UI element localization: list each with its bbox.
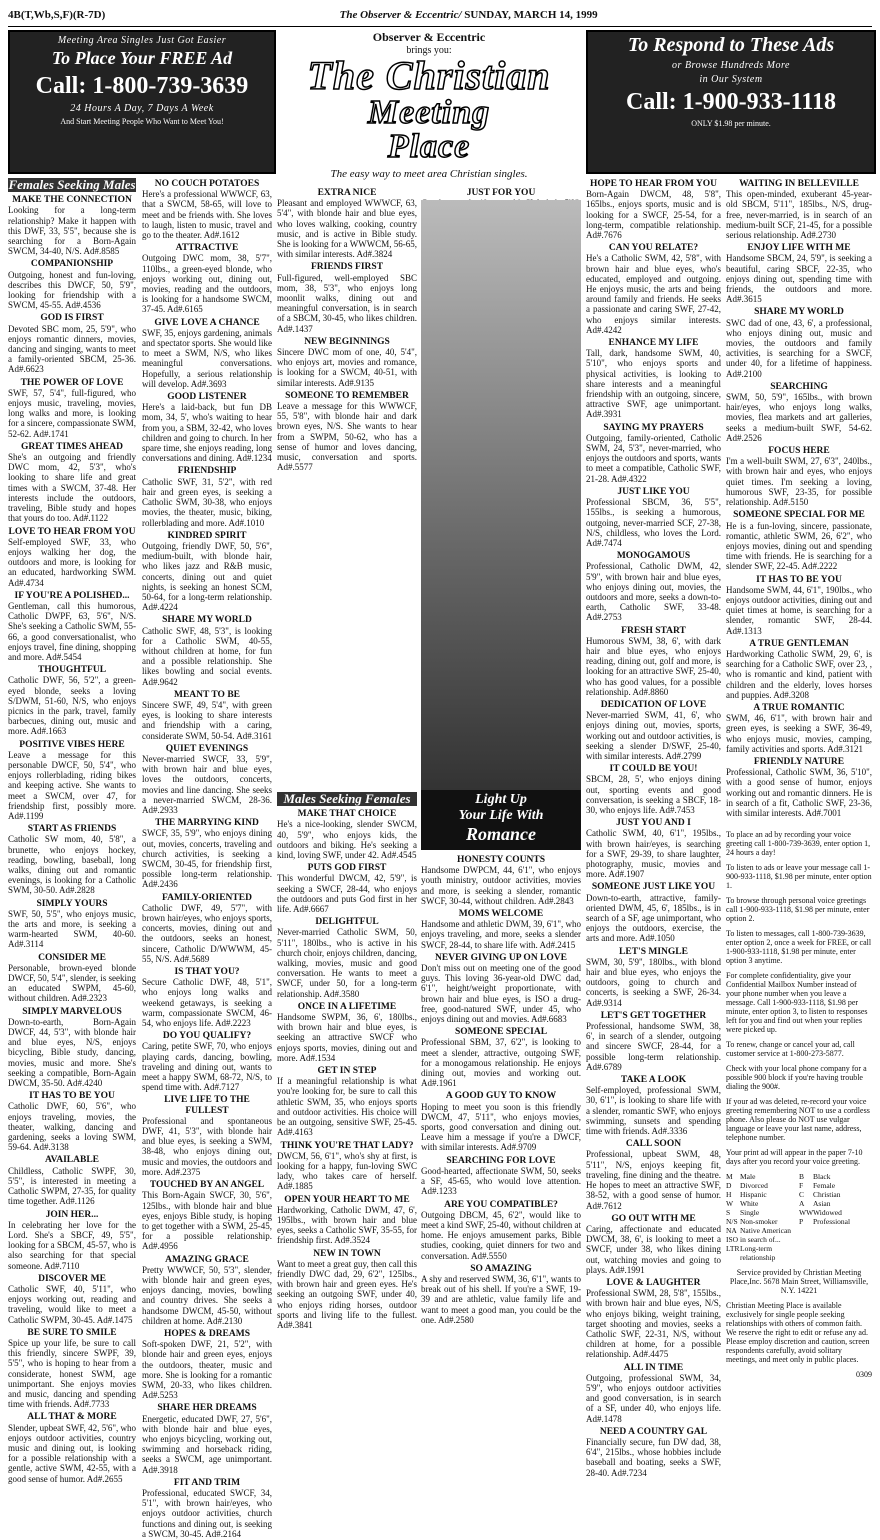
ad-heading: SOMEONE SPECIAL FOR ME [733,510,865,521]
ad-text: DWCM, 56, 6'1", who's shy at first, is looking for a happy, fun-loving SWC lady, who takes care of herself. Ad#.1885 [277,1150,417,1192]
legend-cell [813,1244,872,1262]
legend-cell: W [726,1199,734,1208]
ad-text: Handsome SWPM, 36, 6', 180lbs., with brown hair and blue eyes, is seeking an attractive SWCF who enjoys sports, movies, dining out and more. Ad#.1534 [277,1012,417,1063]
ad-text: Catholic SWM, 40, 6'1", 195lbs., with brown hair/eyes, is searching for a SWF, 29-39, to share laughter, photography, music, movies and more. Ad#.1907 [586,828,721,880]
ad-heading: AMAZING GRACE [165,1254,249,1265]
ad-heading: A GOOD GUY TO KNOW [445,1091,557,1102]
ad-text: Outgoing DWC mom, 38, 5'7", 110lbs., a green-eyed blonde, who enjoys working out, dining out, movies, reading and the outdoors, is looking for a handsome SWCM, 37-45. Ad#.6165 [142,253,272,315]
ad-text: Don't miss out on meeting one of the good guys. This loving 36-year-old DWC dad, 6'1", height/weight proportionate, with brown hair and blue eyes, is ISO a drug-free, good-natured SWF, under 45, who enjoys dining out and movies. Ad#.6683 [421,963,581,1025]
paper-date [340,9,598,21]
legend-cell: C [799,1190,805,1199]
ad-heading: ONCE IN A LIFETIME [297,1001,397,1012]
ad-text: Catholic SWF, 48, 5'3", is looking for a Catholic SWM, 40-55, without children at home, for fun and a possible relationship. She likes bowling and social events. Ad#.9642 [142,625,272,687]
legend-cell: NA [726,1226,737,1235]
ad-heading: SOMEONE JUST LIKE YOU [591,882,716,893]
respond-banner [586,30,876,174]
ad-text: SWM, 30, 5'9", 180lbs., with blond hair and blue eyes, who enjoys the outdoors, going to church and concerts, is seeking a SWF, 26-34. Ad#.9314 [586,956,721,1008]
caption-l1: Light Up [475,792,527,807]
paper-name: The Observer & Eccentric/ [339,9,462,21]
legend-cell [799,1244,813,1262]
legend-cell: Asian [813,1199,831,1208]
ad-text: Here's a laid-back, but fun DB mom, 34, 5', who's waiting to hear from you, a SBM, 32-42, who loves children and going to church. In her spare time, she enjoys reading, long conversations and dining. Ad#.1234 [142,402,272,464]
ad-heading: FOCUS HERE [768,446,830,457]
instruction-item: Check with your local phone company for a possible 900 block if you're having trouble dialing the 900#. [726,1064,867,1091]
ad-text: If a meaningful relationship is what you're looking for, be sure to call this athletic SWM, 35, who enjoys sports and outdoor activities. His choice will be an outgoing, sensitive SWF, 25-45. Ad#.4163 [277,1076,417,1138]
ad-text: Caring, petite SWF, 70, who enjoys playing cards, dancing, bowling, traveling and dining out, wants to meet a happy SWM, 68-72, N/S, to spend time with. Ad#.7127 [142,1041,272,1093]
ad-text: Childless, Catholic SWPF, 30, 5'5", is interested in meeting a Catholic SWPM, 27-35, for quality time together. Ad#.1126 [8,1165,136,1207]
ad-heading: JUST LIKE YOU [617,486,690,497]
legend-cell: ISO [726,1235,739,1244]
legend-cell: in search of... [740,1235,781,1244]
legend-cell: Divorced [740,1181,768,1190]
ad-text: She's an outgoing and friendly DWC mom, 42, 5'3", who's looking to share life and great times with a SWCM, 37-48. Her interests include the outdoors, traveling, Bible study and hopes that yours do too. Ad#.1122 [8,452,136,524]
ad-heading: ALL IN TIME [623,1362,684,1373]
ad-heading: GET IN STEP [317,1066,377,1077]
ad-heading: AVAILABLE [44,1155,100,1166]
legend-cell: Professional [813,1217,851,1226]
ad-heading: TOUCHED BY AN ANGEL [149,1180,265,1191]
banner-phone[interactable]: Call: 1-800-739-3639 [35,73,249,99]
ad-heading: SOMEONE TO REMEMBER [285,390,409,401]
ad-heading: NO COUCH POTATOES [154,179,260,189]
legend-cell: Long-term relationship [740,1244,776,1262]
ad-heading: FRIENDSHIP [177,466,237,477]
ad-text: Catholic DWF, 56, 5'2", a green-eyed blonde, seeks a loving S/DWM, 51-60, N/S, who enjoys picnics in the park, travel, family barbecues, dining out, music and more. Ad#.1663 [8,675,136,737]
ad-heading: JOIN HER... [45,1209,99,1220]
ad-text: In celebrating her love for the Lord. She's a SBCF, 49, 5'5", looking for a SBCM, 45-57, who is also searching for that special someone. Ad#.7110 [8,1219,136,1271]
ad-text: Handsome SBCM, 24, 5'9", is seeking a beautiful, caring SBCF, 22-35, who enjoys dining out, spending time with friends, the outdoors and more. Ad#.3615 [726,253,872,305]
ad-heading: SIMPLY MARVELOUS [22,1006,122,1017]
ad-heading: A TRUE ROMANTIC [753,702,845,713]
ad-text: Tall, dark, handsome SWM, 40, 5'10", who enjoys sports and physical activities, is looking to share interests and a meaningful friendship with an outgoing, sincere, attractive SWF, age unimportant. Ad#.3931 [586,348,721,420]
section-females-heading: Females Seeking Males [8,177,136,192]
ad-heading: HONESTY COUNTS [456,855,546,865]
instruction-item: To renew, change or cancel your ad, call customer service at 1-800-273-5877. [726,1040,855,1058]
couple-photo [421,200,581,790]
ad-text: SWCF, 35, 5'9", who enjoys dining out, movies, concerts, traveling and church activities, is seeking a SWCM, 30-45, for friendship first, possible long-term relationship. Ad#.2436 [142,828,272,890]
ad-heading: ATTRACTIVE [175,243,239,254]
ad-heading: SAYING MY PRAYERS [603,422,704,433]
ad-text: I'm a well-built SWM, 27, 6'3", 240lbs., with brown hair and eyes, who enjoys quiet times. I'm seeking a loving, humorous SWF, 23-35, for possible relationship. Ad#.5150 [726,456,872,508]
ad-heading: JUST FOR YOU [466,188,536,198]
ad-text: Leave a message for this WWWCF, 55, 5'8", with blonde hair and dark brown eyes, N/S. She wants to hear from a SWPM, 50-62, who has a sense of humor and loves dancing, music, conversation and sports. Ad#.5577 [277,401,417,473]
ad-heading: START AS FRIENDS [27,824,117,835]
column-4a [421,185,581,198]
ad-text: Catholic SWF, 31, 5'2", with red hair and green eyes, is seeking a Catholic SWM, 30-38, who enjoys movies, the theater, music, biking, rollerblading and more. Ad#.1010 [142,476,272,528]
ad-heading: SHARE MY WORLD [754,307,844,318]
ad-text: He's a nice-looking, slender SWCM, 40, 5'9", who enjoys kids, the outdoors and biking. He's seeking a kind, loving SWF, under 42. Ad#.4545 [277,819,417,861]
ad-heading: COMPANIONSHIP [30,259,114,270]
ad-heading: CALL SOON [625,1139,682,1150]
ad-text: Never-married Catholic SWM, 50, 5'11", 180lbs., who is active in his church choir, enjoys children, dancing, walking, movies, music and good conversation. He wants to meet a SWCF, under 50, for a long-term relationship. Ad#.3580 [277,927,417,999]
ad-text: Energetic, educated DWF, 27, 5'6", with blonde hair and blue eyes, who enjoys bicycling, working out, swimming and horseback riding, seeks a SWCM, age unimportant. Ad#.3918 [142,1413,272,1475]
ad-heading: LOVE & LAUGHTER [606,1277,701,1288]
ad-text: Full-figured, well-employed SBC mom, 38, 5'3", who enjoys long moonlit walks, dining out and meaningful conversation, is in search of a SBCM, 30-45, who likes children. Ad#.1437 [277,272,417,334]
ad-text: Outgoing, honest and fun-loving, describes this DWCF, 50, 5'9", looking for friendship with a SWCM, 45-55. Ad#.4536 [8,269,136,311]
ad-text: Professional, upbeat SWM, 48, 5'11", N/S, enjoys keeping fit, traveling, fine dining and the theatre. He hopes to meet an attractive SWF, 38-52, with a good sense of humor. Ad#.7612 [586,1149,721,1211]
logo-tagline: The easy way to meet area Christian singles. [330,168,528,180]
ad-heading: DEDICATION OF LOVE [600,699,707,710]
ad-heading: FRIENDLY NATURE [753,756,845,767]
legend-cell: Non-smoker [740,1217,778,1226]
legend-cell: LTR [726,1244,740,1253]
christian-meeting-place-logo [277,30,581,180]
ad-text: Professional SBM, 37, 6'2", is looking to meet a slender, attractive, outgoing SWF, for a monogamous relationship. He enjoys dining out, movies and working out. Ad#.1961 [421,1037,581,1089]
ad-text: Sincere SWF, 49, 5'4", with green eyes, is looking to share interests and friendship with a caring, considerate SWM, 50-54. Ad#.3161 [142,699,272,741]
respond-line2: or Browse Hundreds More [672,60,790,71]
legend-cell: A [799,1199,805,1208]
ad-heading: GOD IS FIRST [40,313,104,324]
ad-text: SWC dad of one, 43, 6', a professional, who enjoys dining out, music and movies, the outdoors and family activities, is searching for a SWCF, under 40, for a lifetime of happiness. Ad#.2100 [726,317,872,379]
ad-heading: CAN YOU RELATE? [608,243,699,254]
ad-heading: FAMILY-ORIENTED [162,892,252,903]
ad-text: Financially secure, fun DW dad, 38, 6'4", 215lbs., whose hobbies include baseball and boating, seeks a SWF, 28-40. Ad#.7234 [586,1436,721,1478]
column-2 [142,176,272,1540]
legend-cell: M [726,1172,733,1181]
ad-heading: FRESH START [621,625,686,636]
logo-sub: brings you: [406,45,452,56]
ad-text: Professional, handsome SWM, 38, 6', in search of a slender, outgoing and sincere SWCF, 28-44, for a possible long-term relationship. Ad#.6789 [586,1021,721,1072]
caption-l3: Romance [466,824,536,844]
ad-heading: POSITIVE VIBES HERE [19,739,125,750]
ad-heading: LIVE LIFE TO THE FULLEST [164,1095,250,1116]
ad-text: Good-hearted, affectionate SWM, 50, seeks a SF, 45-65, who would love attention. Ad#.1233 [421,1165,581,1197]
ad-heading: NEVER GIVING UP ON LOVE [435,952,567,963]
ad-heading: ENJOY LIFE WITH ME [747,243,851,254]
logo-name2: Meeting [367,94,491,131]
ad-heading: HOPES & DREAMS [163,1328,251,1339]
ad-text: Handsome DWPCM, 44, 6'1", who enjoys youth ministry, outdoor activities, movies and more, is seeking a slender, romantic SWCF, 30-44, without children. Ad#.2843 [421,865,581,906]
ad-heading: QUIET EVENINGS [165,743,249,754]
respond-line1: To Respond to These Ads [627,34,835,56]
instruction-item: If your ad was deleted, re-record your voice greeting remembering NOT to use a cordless phone. Also please do NOT use vulgar language or leave your last name, address, telephone number. [726,1097,870,1142]
ad-text: Spice up your life, be sure to call this friendly, sincere SWPF, 39, 5'5", who is hoping to hear from a considerate, honest SWM, age unimportant. She enjoys movies and music, dancing and spending time with friends. Ad#.7733 [8,1337,136,1410]
ad-heading: TAKE A LOOK [620,1075,687,1086]
ad-heading: SEARCHING [770,381,828,392]
legend-cell: Female [813,1181,836,1190]
ad-text: Soft-spoken DWF, 21, 5'2", with blonde hair and green eyes, enjoys the outdoors, theater, music and more. She is looking for a romantic SWM, 20-33, who likes children. Ad#.5253 [142,1339,272,1401]
ad-heading: LET'S GET TOGETHER [600,1010,707,1021]
ad-text: Sincere DWC mom of one, 40, 5'4", who enjoys art, movies and romance, is looking for a SWCM, 40-51, with similar interests. Ad#.9135 [277,347,417,388]
ad-heading: IT HAS TO BE YOU [756,574,842,585]
ad-text: Down-to-earth, Born-Again DWCF, 44, 5'3", with blonde hair and blue eyes, N/S, enjoys bicycling, Bible study, dancing, movies, music and more. She's seeking a compatible, Born-Again DWCM, 35-50. Ad#.4240 [8,1016,136,1089]
logo-brand: Observer & Eccentric [372,30,486,44]
ad-text: Down-to-earth, attractive, family-oriented DWM, 45, 6', 185lbs., is in search of a SF, age unimportant, who enjoys the outdoors, exercise, the arts and more. Ad#.1050 [586,892,721,944]
legend-cell: P [799,1217,804,1226]
ad-text: Professional SBCM, 36, 5'5", 155lbs., is seeking a humorous, outgoing, never-married SCF, 27-38, N/S, childless, who loves the Lord. Ad#.7474 [586,497,721,548]
ad-heading: BE SURE TO SMILE [27,1327,117,1338]
ad-text: Catholic DWF, 49, 5'7", with brown hair/eyes, who enjoys sports, concerts, movies, dining out and the outdoors, seeks an honest, sincere, Catholic D/WWWM, 45-55, N/S. Ad#.5689 [142,902,272,964]
ad-text: Secure Catholic DWF, 48, 5'1", who enjoys long walks and weekend getaways, is seeking a warm, compassionate SWCM, 46-54, who enjoys life. Ad#.2223 [142,977,272,1029]
legend-cell: S [726,1208,731,1217]
ad-heading: FIT AND TRIM [173,1477,241,1488]
ad-heading: SEARCHING FOR LOVE [446,1155,556,1166]
legend-cell: Single [740,1208,760,1217]
ad-text: Self-employed SWF, 33, who enjoys walking her dog, the outdoors and more, is looking for an educated, hardworking SWM. Ad#.4734 [8,536,136,588]
column-1 [8,176,136,1485]
abbreviation-legend [726,1172,872,1262]
ad-text: Outgoing, friendly DWF, 50, 5'6", medium-built, with blonde hair, who likes jazz and R&B music, concerts, dining out and quiet nights, is seeking an honest SCM, 50-64, for a long-term relationship. Ad#.4224 [142,540,272,613]
ad-text: Handsome and athletic DWM, 39, 6'1", who enjoys traveling, and more, seeks a slender SWCF, 28-44, to share life with. Ad#.2415 [421,919,582,950]
ad-text: Here's a professional WWWCF, 63, that a SWCM, 58-65, will love to meet and be friends with. She loves to laugh, listen to music, travel and go to the theater. Ad#.1612 [142,189,272,241]
ad-text: Gentleman, call this humorous, Catholic DWPF, 63, 5'6", N/S. She's seeking a Catholic SWM, 55-66, a good conversationalist, who enjoys travel, fine dining, shopping and more. Ad#.5454 [8,600,136,662]
ad-heading: SHARE MY WORLD [162,615,252,626]
instruction-item: To browse through personal voice greetings call 1-900-933-1118, $1.98 per minute, enter option 2. [726,896,870,923]
ad-text: Leave a message for this personable DWCF, 50, 5'4", who enjoys rollerblading, riding bikes and keeping active. She wants to meet a SWCM, over 47, for friendship first, possibly more. Ad#.1199 [8,749,136,821]
ad-heading: IT HAS TO BE YOU [29,1091,115,1102]
ad-heading: WAITING IN BELLEVILLE [739,179,859,189]
ad-heading: LET'S MINGLE [619,946,688,957]
ad-heading: ENHANCE MY LIFE [608,338,699,349]
ad-text: SWM, 50, 5'9", 165lbs., with brown hair/eyes, who enjoys long walks, movies, flea markets and art galleries, seeks a medium-built SWF, 54-62. Ad#.2526 [726,392,872,443]
issue-date: SUNDAY, MARCH 14, 1999 [464,9,598,21]
ad-heading: PUTS GOD FIRST [307,863,387,874]
ad-heading: IS THAT YOU? [174,967,240,978]
legend-cell: Hispanic [740,1190,767,1199]
column-6 [726,176,872,826]
ad-text: Humorous SWM, 38, 6', with dark hair and blue eyes, who enjoys reading, dining out, golf and more, is looking for an attractive SWF, 25-40, who has good values, for a possible relationship. Ad#.8860 [586,635,721,697]
legend-cell: Native American [740,1226,792,1235]
service-provider: Service provided by Christian Meeting Place,Inc. 5678 Main Street, Williamsville, N.Y. 14221 [729,1268,869,1295]
legend-cell: D [726,1181,732,1190]
column-5 [586,176,721,1478]
ad-text: Handsome SWM, 44, 6'1", 190lbs., who enjoys outdoor activities, dining out and quiet times at home, is searching for a slender, romantic SWF, 28-44. Ad#.1313 [726,584,872,636]
ad-text: Caring, affectionate and educated DWCM, 38, 6', is looking to meet a SWCF, under 38, who likes dining out, watching movies and going to plays. Ad#.1991 [586,1223,721,1275]
ad-heading: NEED A COUNTRY GAL [599,1426,708,1437]
ad-heading: MOMS WELCOME [458,909,544,920]
ad-heading: DO YOU QUALIFY? [162,1031,252,1042]
ad-text: Pretty WWWCF, 50, 5'3", slender, with blonde hair and green eyes, enjoys dancing, movies, bowling and country drives. She seeks a handsome DWCM, 45-50, without children at home. Ad#.2130 [142,1264,272,1326]
ad-heading: OPEN YOUR HEART TO ME [284,1194,410,1205]
instruction-item: Your print ad will appear in the paper 7-10 days after you record your voice greeting. [726,1148,863,1166]
ad-heading: SOMEONE SPECIAL [454,1027,548,1038]
logo-name1: The Christian [307,53,551,98]
ad-heading: ARE YOU COMPATIBLE? [444,1199,558,1210]
ad-text: Outgoing, professional SWM, 34, 5'9", who enjoys outdoor activities and good conversation, is in search of a SF, under 40, who enjoys life. Ad#.1478 [586,1372,721,1424]
legend-cell: Christian [813,1190,841,1199]
ad-text: He's a Catholic SWM, 42, 5'8", with brown hair and blue eyes, who's educated, employed and outgoing. He enjoys music, the arts and being around family and friends. He seeks a passionate and caring SWF, 27-42, who enjoys similar interests. Ad#.4242 [586,253,721,335]
ad-heading: SO AMAZING [470,1263,532,1274]
ad-text: Professional and spontaneous DWF, 41, 5'3", with blonde hair and blue eyes, is seeking a SWM, 38-48, who enjoys dining out, music and movies, the outdoors and more. Ad#.2375 [142,1115,272,1177]
ad-text: This Born-Again SWCF, 30, 5'6", 125lbs., with blonde hair and blue eyes, enjoys Bible study, is hoping to get together with a SWM, 25-45, for a possible relationship. Ad#.4956 [142,1190,272,1252]
ad-text: Professional, Catholic SWM, 36, 5'10", with a good sense of humor, enjoys working out and romantic dinners. He is in search of a fit, Catholic SWF, 23-36, with similar interests. Ad#.7001 [726,767,872,818]
ad-heading: KINDRED SPIRIT [167,530,247,541]
legend-cell: N/S [726,1217,738,1226]
ad-text: SWF, 35, enjoys gardening, animals and spectator sports. She would like to meet a SWM, N/S, who likes meaningful conversations. Hopefully, a serious relationship will develop. Ad#.3693 [142,327,273,389]
ad-text: Hardworking Catholic SWM, 29, 6', is searching for a Catholic SWF, over 23, , who is romantic and kind, patient with children and the elderly, loves horses and puppies. Ad#.3208 [726,648,872,700]
ad-text: He is a fun-loving, sincere, passionate, romantic, athletic SWM, 26, 6'2", who enjoys movies, dining out and spending time with friends. He is searching for a slender SWF, 22-45. Ad#.2222 [726,520,872,572]
ad-text: Looking for a long-term relationship? Make it happen with this DWF, 33, 5'5", because she is searching for a Born-Again SWCM, 34-40, N/S. Ad#.8585 [8,205,136,257]
ad-text: Pleasant and employed WWWCF, 63, 5'4", with blonde hair and blue eyes, who loves walking, cooking, country music, and is active in Bible study. She is looking for a WWWCM, 56-65, with similar interests. Ad#.3824 [277,198,417,260]
ad-heading: DELIGHTFUL [315,917,379,928]
ad-heading: GO OUT WITH ME [611,1213,696,1224]
respond-price: ONLY $1.98 per minute. [691,119,771,128]
ad-text: Self-employed, professional SWM, 30, 6'1", is looking to share life with a slender, romantic SWF, who enjoys swimming, sunsets and spending time with friends. Ad#.3336 [586,1085,721,1137]
column-3b [277,790,417,1380]
ad-text: Hardworking, Catholic DWM, 47, 6', 195lbs., with brown hair and blue eyes, seeks a Catholic SWF, 35-55, for friendship first. Ad#.3524 [277,1204,417,1246]
legend-cell [799,1235,813,1244]
legend-cell: H [726,1190,732,1199]
ad-text: Professional, educated SWCF, 34, 5'1", with brown hair/eyes, who enjoys outdoor activities, church functions and dining out, is seeking a SWCM, 30-45. Ad#.2164 [142,1487,272,1539]
ad-text: Professional, Catholic DWM, 42, 5'9", with brown hair and blue eyes, who enjoys dining out, movies, the outdoors and more, seeks a down-to-earth, Catholic SWF, 33-48. Ad#.2753 [586,561,721,623]
banner-line5: And Start Meeting People Who Want to Meet You! [60,117,224,126]
legend-cell: White [740,1199,759,1208]
place-ad-banner [8,30,276,174]
legend-cell: Black [813,1172,831,1181]
ad-text: Outgoing DBCM, 45, 6'2", would like to meet a kind SWF, 25-40, without children at home. He enjoys amusement parks, Bible studies, cooking, quiet dinners for two and conversation. Ad#.5550 [421,1209,582,1261]
photo-caption [421,790,581,850]
ad-heading: MAKE THAT CHOICE [297,809,397,820]
issue-code: 0309 [856,1370,872,1379]
banner-line4: 24 Hours A Day, 7 Days A Week [70,103,214,114]
ad-text: SWF, 57, 5'4", full-figured, who enjoys music, traveling, movies, long walks and more, is looking for a sincere, compassionate SWM, 52-62. Ad#.1741 [8,387,136,439]
ad-heading: CONSIDER ME [38,952,106,963]
ad-text: This wonderful DWCM, 42, 5'9", is seeking a SWCF, 28-44, who enjoys the outdoors and puts God first in her life. Ad#.6667 [277,873,417,915]
ad-text: Want to meet a great guy, then call this friendly DWC dad, 29, 6'2", 125lbs., with brown hair and green eyes. He's seeking an outgoing SWF, under 40, who enjoys riding horses, outdoor sports and living life to the fullest. Ad#.3841 [277,1258,417,1330]
ad-heading: THINK YOU'RE THAT LADY? [280,1140,414,1151]
ad-text: Catholic DWF, 60, 5'6", who enjoys traveling, movies, the theater, walking, dancing and gardening, seeks a loving SWM, 59-64. Ad#.3138 [8,1101,136,1153]
disclaimer: Christian Meeting Place is available exclusively for single people seeking relationships with others of common faith. We reserve the right to edit or refuse any ad. Please employ discretion and caution, screen respondents carefully, avoid solitary meetings, and meet only in public places. [726,1301,870,1364]
legend-cell: Widowed [813,1208,842,1217]
instruction-item: To listen to messages, call 1-800-739-3639, enter option 2, once a week for FREE, or call 1-900-933-1118, $1.98 per minute, enter option 3 anytime. [726,929,872,965]
instructions-box [726,830,872,1385]
caption-l2: Your Life With [458,808,544,823]
legend-cell: Male [740,1172,756,1181]
ad-heading: DISCOVER ME [38,1273,106,1284]
ad-text: Never-married SWCF, 33, 5'9", with brown hair and blue eyes, loves the outdoors, concerts, movies and line dancing. She seeks a never-married SWCM, 28-36. Ad#.2933 [142,753,272,815]
instruction-item: To place an ad by recording your voice greeting call 1-800-739-3639, enter option 1, 24 hours a day! [726,830,871,857]
ad-text: This open-minded, exuberant 45-year-old SBCM, 5'11", 185lbs., N/S, drug-free, never-married, is in search of an medium-built SCF, 21-45, for a possible serious relationship. Ad#.2730 [726,189,872,241]
ad-heading: MEANT TO BE [174,689,240,700]
ad-heading: A TRUE GENTLEMAN [749,638,849,649]
ad-text: SWF, 50, 5'5", who enjoys music, the arts and more, is seeking a warm-hearted SWM, 40-60. Ad#.3114 [8,908,136,950]
legend-cell [813,1235,872,1244]
instruction-item: For complete confidentiality, give your Confidential Mailbox Number instead of your phone number when you leave a message. Call 1-900-933-1118, $1.98 per minute, enter option 3, to listen to responses left for you and find out when your replies were picked up. [726,971,868,1034]
page-header [8,4,872,27]
ad-heading: FRIENDS FIRST [310,262,384,273]
ad-heading: NEW IN TOWN [313,1248,381,1259]
section-males-heading: Males Seeking Females [277,792,417,806]
ad-text: Devoted SBC mom, 25, 5'9", who enjoys romantic dinners, movies, dancing and singing, wants to meet a family-oriented SBCM, 25-36. Ad#.6623 [8,323,136,375]
ad-text: Never-married SWM, 41, 6', who enjoys dining out, movies, sports, working out and outdoor activities, is seeking a slender D/SWF, 25-40, with similar interests. Ad#.2799 [586,710,721,761]
ad-heading: EXTRA NICE [317,188,377,198]
respond-line3: in Our System [699,74,763,85]
ad-heading: IT COULD BE YOU! [609,764,698,775]
ad-text: SBCM, 28, 5', who enjoys dining out, sporting events and good conversation, is seeking a SBCF, 18-30, who enjoys life. Ad#.7453 [586,774,721,815]
ad-heading: HOPE TO HEAR FROM YOU [589,179,718,189]
legend-cell [799,1226,813,1235]
ad-heading: SHARE HER DREAMS [157,1403,257,1414]
ad-text: Slender, upbeat SWF, 42, 5'6", who enjoys outdoor activities, country music and dining out, is looking for a possible relationship with a gentle, active SWM, 42-55, with a good sense of humor. Ad#.2655 [8,1422,136,1484]
legend-cell: WW [799,1208,814,1217]
ad-heading: GOOD LISTENER [167,392,247,403]
ad-text: Catholic SW mom, 40, 5'8", a brunette, who enjoys hockey, reading, bowling, baseball, long walks, dining out and romantic evenings, is looking for a Catholic SWM, 30-50. Ad#.2828 [8,834,136,896]
banner-line1: Meeting Area Singles Just Got Easier [57,35,227,46]
ad-text: Outgoing, family-oriented, Catholic SWM, 24, 5'3", never-married, who enjoys the outdoors and sports, wants to meet a compatible, Catholic SWF, 21-28. Ad#.4322 [586,432,721,484]
ad-heading: THE MARRYING KIND [155,818,259,829]
ad-heading: MONOGAMOUS [616,551,691,562]
ad-heading: GIVE LOVE A CHANCE [154,317,260,328]
ad-text: Catholic SWF, 40, 5'11", who enjoys working out, reading and traveling, would like to meet a Catholic SWPM, 30-45. Ad#.1475 [8,1283,136,1325]
ad-heading: THOUGHTFUL [37,665,107,676]
ad-text: SWM, 46, 6'1", with brown hair and green eyes, is seeking a SWF, 36-49, who enjoys music, movies, camping, family activities and sports. Ad#.3121 [726,713,872,754]
ad-heading: SIMPLY YOURS [36,898,108,909]
respond-phone[interactable]: Call: 1-900-933-1118 [626,89,836,115]
ad-heading: ALL THAT & MORE [27,1412,117,1423]
legend-cell: F [799,1181,804,1190]
ad-heading: IF YOU'RE A POLISHED... [14,590,130,601]
logo-name3: Place [387,128,471,165]
ad-text: Hoping to meet you soon is this friendly DWCM, 47, 5'11", who enjoys movies, sports, good conversation and dining out. Leave him a message if you're a DWCF, with similar interests. Ad#.9709 [421,1101,581,1153]
instruction-item: To listen to ads or leave your message call 1-900-933-1118, $1.98 per minute, enter option 1. [726,863,872,890]
column-4b [421,852,581,1377]
ad-heading: THE POWER OF LOVE [20,377,124,388]
ad-heading: MAKE THE CONNECTION [12,195,132,206]
legend-cell: B [799,1172,805,1181]
ad-heading: LOVE TO HEAR FROM YOU [8,526,136,537]
ad-text: Personable, brown-eyed blonde DWCF, 50, 5'4", slender, is seeking an educated SWPM, 45-60, without children. Ad#.2323 [8,962,136,1004]
page-id: 4B(T,Wb,S,F)(R-7D) [8,9,106,21]
ad-text: A shy and reserved SWM, 36, 6'1", wants to break out of his shell. If you're a SWF, 19-39 and are athletic, value family life and want to meet a good man, you could be the one. Ad#.2580 [421,1273,581,1325]
ad-heading: NEW BEGINNINGS [304,336,390,347]
banner-line2: To Place Your FREE Ad [51,48,233,68]
ad-text: Professional SWM, 28, 5'8", 155lbs., with brown hair and blue eyes, N/S, who enjoys biking, weight training, target shooting and movies, seeks a Catholic SWF, 22-31, N/S, without children at home, for a possible relationship. Ad#.4475 [586,1288,721,1360]
ad-heading: JUST YOU AND I [616,818,691,829]
ad-text: Born-Again DWCM, 48, 5'8", 165lbs., enjoys sports, music and is looking for a SWCF, 25-54, for a long-term, compatible relationship. Ad#.7676 [586,189,721,241]
ad-heading: GREAT TIMES AHEAD [21,441,123,452]
legend-cell [813,1226,872,1235]
